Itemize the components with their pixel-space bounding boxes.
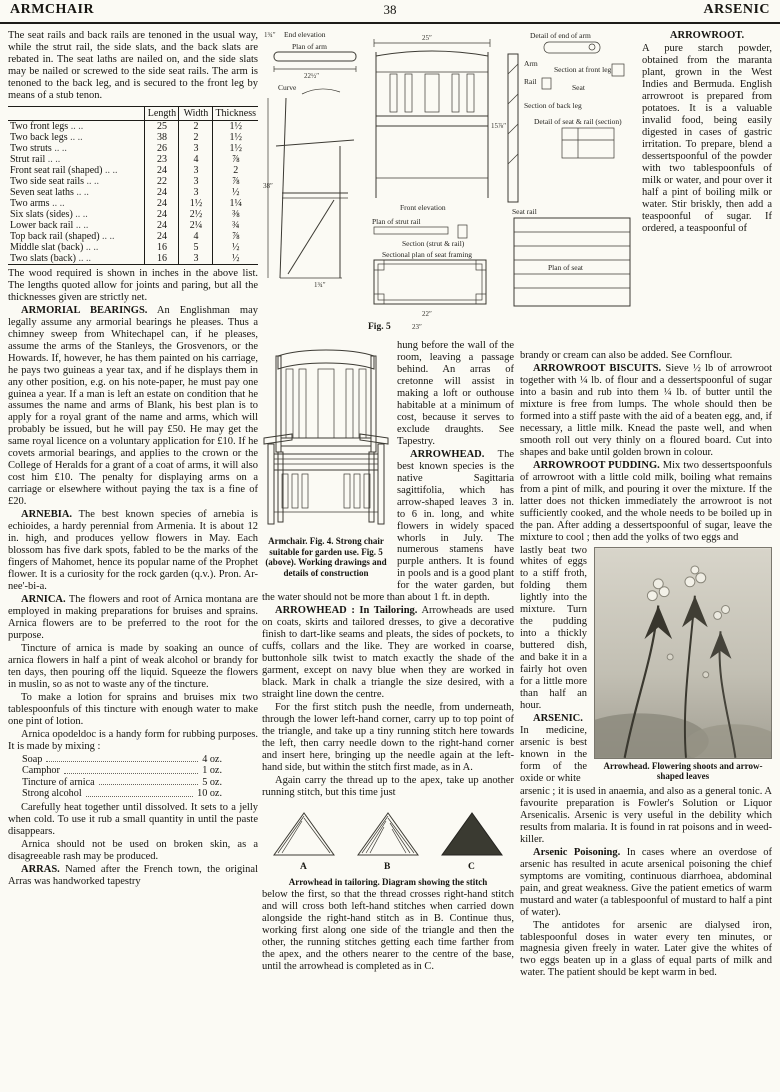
recipe-ingredient: Strong alcohol bbox=[22, 788, 82, 800]
part-name-cell: Front seat rail (shaped) .. .. bbox=[8, 165, 145, 176]
svg-text:Front elevation: Front elevation bbox=[400, 203, 446, 212]
part-length-cell: 24 bbox=[145, 220, 179, 231]
entry-text: The best known species of arnebia is echioides, a hardy perennial from Armenia. It is about 12 in. high, and produces yellow flowers in May. Each blossom has five dark spots, fabled to be the marks of the fingers of Mahomet, hence its popular name of the Prophet flower. It is a curiosity for the rock garden (q.v.). Pron. Ar-nee'-bi-a. bbox=[8, 509, 258, 592]
timber-dimensions-table bbox=[8, 106, 258, 265]
entry-term: ARSENIC. bbox=[533, 713, 583, 725]
arnica-paragraph: Arnica should not be used on broken skin, as a disagreeable rash may be produced. bbox=[8, 838, 258, 862]
table-row bbox=[8, 231, 258, 242]
table-header-row bbox=[8, 106, 258, 120]
table-row bbox=[8, 220, 258, 231]
recipe-row bbox=[22, 777, 222, 789]
svg-text:Plan of strut rail: Plan of strut rail bbox=[372, 217, 421, 226]
svg-text:Section of back leg: Section of back leg bbox=[524, 101, 582, 110]
entry-arsenic-poisoning bbox=[520, 847, 772, 919]
svg-text:Section (strut & rail): Section (strut & rail) bbox=[402, 239, 465, 248]
svg-text:Seat: Seat bbox=[572, 83, 585, 92]
recipe-row bbox=[22, 754, 222, 766]
arras-continuation: hung before the wall of the room, leaving a passage behind. An arras of cretonne will assist in making a loft or outhouse habitable at a minimum of cost, because it serves to exclude draughts. See Tapestry. bbox=[397, 340, 514, 447]
dot-leader bbox=[99, 784, 199, 785]
armchair-intro-paragraph: The seat rails and back rails are tenoned in the usual way, while the strut rail, the side slats, and the back slats are rebated in. The seat laths are nailed on, and the side slats may be nailed or screwed to the side seat rails. The arm is tenoned to the back leg, and is secured to the front leg by means of a stub tenon. bbox=[8, 30, 258, 101]
entry-text: Sieve ½ lb of arrowroot together with ¼ lb. of flour and a dessertspoonful of sugar into a basin and rub into them ¼ lb. of butter until the mixture is free from lumps. The whole should then be formed into a stiff paste with the aid of a beaten egg, and, if necessary, a little milk. Knead the paste well, and when smooth roll out very thinly on a floured board. Cut into shapes and bake until golden brown in colour. bbox=[520, 362, 772, 458]
part-thickness-cell: ½ bbox=[213, 242, 258, 253]
recipe-row bbox=[22, 788, 222, 800]
part-width-cell: 3 bbox=[179, 187, 213, 198]
entry-arrowhead-tailoring bbox=[262, 605, 514, 701]
svg-text:B: B bbox=[384, 861, 391, 872]
part-length-cell: 23 bbox=[145, 154, 179, 165]
svg-text:22″: 22″ bbox=[422, 310, 432, 318]
part-name-cell: Two back legs .. .. bbox=[8, 132, 145, 143]
part-length-cell: 24 bbox=[145, 231, 179, 242]
part-length-cell: 16 bbox=[145, 253, 179, 265]
svg-text:22½″: 22½″ bbox=[304, 72, 320, 80]
part-length-cell: 24 bbox=[145, 187, 179, 198]
part-thickness-cell: ⅞ bbox=[213, 176, 258, 187]
entry-arrowroot-pudding bbox=[520, 460, 772, 544]
part-thickness-cell: ⅞ bbox=[213, 231, 258, 242]
entry-term: ARNEBIA. bbox=[21, 509, 73, 521]
stitch-diagram bbox=[262, 803, 514, 888]
svg-text:Plan of seat: Plan of seat bbox=[548, 263, 583, 272]
table-row bbox=[8, 132, 258, 143]
entry-text: Arrowheads are used on coats, skirts and tailored dresses, to give a decorative finish to dart-like seams and pleats, the sides of pockets, to cuffs, collars and the like. They are worked in coarse, buttonhole silk twist to match exactly the shade of the garment, except on navy blue when they are worked in black. Mark in chalk a triangle the size desired, with a straight line down the centre. bbox=[262, 605, 514, 701]
part-width-cell: 1½ bbox=[179, 198, 213, 209]
part-width-cell: 4 bbox=[179, 231, 213, 242]
part-name-cell: Two struts .. .. bbox=[8, 143, 145, 154]
part-width-cell: 3 bbox=[179, 165, 213, 176]
part-name-cell: Seven seat laths .. .. bbox=[8, 187, 145, 198]
table-header-width: Width bbox=[179, 106, 213, 120]
photo-caption: Arrowhead. Flowering shoots and arrow-shaped leaves bbox=[603, 760, 763, 782]
dot-leader bbox=[64, 773, 198, 774]
part-width-cell: 2 bbox=[179, 120, 213, 132]
tailoring-paragraph: For the first stitch push the needle, from underneath, through the lower left-hand corner, carry up to top point of the triangle, and take up a tiny running stitch here towards the left, then carry needle down to the right-hand corner and insert here, bringing up the needle again at the left-hand side, but within the stitch first made, as in A. bbox=[262, 702, 514, 773]
part-thickness-cell: 2 bbox=[213, 165, 258, 176]
part-length-cell: 24 bbox=[145, 165, 179, 176]
arnica-paragraph: Arnica opodeldoc is a handy form for rubbing purposes. It is made by mixing : bbox=[8, 728, 258, 752]
entry-term: ARROWROOT PUDDING. bbox=[533, 459, 660, 471]
entry-armorial-bearings bbox=[8, 305, 258, 508]
part-width-cell: 3 bbox=[179, 176, 213, 187]
svg-text:Seat rail: Seat rail bbox=[512, 207, 537, 216]
entry-term: ARRAS. bbox=[21, 863, 60, 875]
dot-leader bbox=[86, 796, 193, 797]
entry-term: ARMORIAL BEARINGS. bbox=[21, 304, 148, 316]
column-right bbox=[520, 350, 772, 980]
table-row bbox=[8, 143, 258, 154]
part-name-cell: Two front legs .. .. bbox=[8, 120, 145, 132]
stitch-diagram-caption: Arrowhead in tailoring. Diagram showing the stitch bbox=[288, 876, 488, 887]
arsenic-continuation: arsenic ; it is used in anaemia, and also as a general tonic. A favourite preparation is Fowler's Solution or Liquor Arsenicalis. Arsenic is very useful in the debility which results from malaria. It is found in rat poisons and in weed-killer. bbox=[520, 785, 772, 845]
table-header-length: Length bbox=[145, 106, 179, 120]
entry-text: Mix two dessertspoonfuls of arrowroot with a little cold milk, boiling what remains from a pint of milk, and pouring it over the mixture. If the latter does not thicken immediately the arrowroot is not sufficiently cooked, and the whole needs to be boiled up in the pan. After adding a dessertspoonful of sugar, leave the mixture to cool ; then add the yolks of two eggs and bbox=[520, 459, 772, 543]
part-width-cell: 2 bbox=[179, 132, 213, 143]
figure-4-caption: Armchair. Fig. 4. Strong chair suitable for garden use. Fig. 5 (above). Working drawings and details of construction bbox=[265, 536, 387, 578]
entry-term: ARROWHEAD : In Tailoring. bbox=[275, 605, 418, 617]
wood-note-paragraph: The wood required is shown in inches in the above list. The lengths quoted allow for joints and paring, but all the thicknesses given are strictly net. bbox=[8, 267, 258, 303]
svg-text:1¾″: 1¾″ bbox=[264, 31, 276, 39]
table-row bbox=[8, 154, 258, 165]
part-length-cell: 24 bbox=[145, 198, 179, 209]
table-row bbox=[8, 253, 258, 265]
svg-text:A: A bbox=[300, 861, 307, 872]
part-name-cell: Two arms .. .. bbox=[8, 198, 145, 209]
arrowhead-photograph bbox=[594, 547, 772, 782]
part-length-cell: 24 bbox=[145, 209, 179, 220]
part-name-cell: Six slats (sides) .. .. bbox=[8, 209, 145, 220]
table-row bbox=[8, 187, 258, 198]
recipe-ingredient: Camphor bbox=[22, 765, 60, 777]
part-width-cell: 3 bbox=[179, 143, 213, 154]
svg-text:1¾″: 1¾″ bbox=[314, 281, 326, 289]
entry-text: A pure starch powder, obtained from the maranta plant, grown in the West Indies and Bermuda. English arrowroot is prepared from potatoes. It is a valuable invalid food, being easily digested in cases of gastric irritation. To prepare, blend a dessertspoonful of the powder with two tablespoonfuls of milk or water, and pour over it half a pint of boiling milk or water. Stir briskly, then add a teaspoonful of sugar. If ordered, a teaspoonful of bbox=[642, 42, 772, 234]
part-length-cell: 16 bbox=[145, 242, 179, 253]
pudding-continuation: lastly beat two whites of eggs to a stiff froth, folding them lightly into the mixture. Turn the pudding into a thickly buttered dish, and bake it in a fairly hot oven for a little more than half an hour. bbox=[520, 544, 587, 712]
recipe-quantity: 4 oz. bbox=[202, 753, 222, 765]
part-thickness-cell: 1½ bbox=[213, 143, 258, 154]
table-row bbox=[8, 165, 258, 176]
arnica-recipe-list bbox=[22, 754, 222, 801]
figure-5-working-drawings bbox=[262, 28, 636, 336]
entry-arrowroot-biscuits bbox=[520, 363, 772, 459]
table-row bbox=[8, 242, 258, 253]
svg-text:Rail: Rail bbox=[524, 77, 537, 86]
recipe-quantity: 1 oz. bbox=[202, 765, 222, 777]
part-width-cell: 2½ bbox=[179, 209, 213, 220]
arrowhead-plant-photo bbox=[594, 547, 772, 759]
svg-text:End elevation: End elevation bbox=[284, 30, 326, 39]
part-name-cell: Two slats (back) .. .. bbox=[8, 253, 145, 265]
part-length-cell: 25 bbox=[145, 120, 179, 132]
part-length-cell: 26 bbox=[145, 143, 179, 154]
svg-text:Arm: Arm bbox=[524, 59, 538, 68]
header-left-word: ARMCHAIR bbox=[10, 2, 95, 18]
page-number: 38 bbox=[383, 1, 397, 17]
entry-text: An Englishman may legally assume any armorial bearings he pleases. Thus a chimney sweep from Whitechapel can, if he pleases, assume the arms of the Stanleys, the Grosvenors, or the Howards. If, however, he has them painted on his carriage, he pays two guineas a year tax, and if he displays them in any other position, e.g. on his note-paper, he must pay one guinea a year. If a man is left an estate on condition that he assumes the name and arms of Blank, his best plan is to apply for a royal grant of the name and arms, which will probably be issued, but he will pay £50. He may get the same royal licence on a voluntary application for £10. If he covets armorial bearings, and applies to the crown or the College of Heralds for a grant of a coat of arms, it will also cost him £10. The penalty for displaying arms on a carriage or elsewhere without paying the tax is a fine of £20. bbox=[8, 304, 258, 508]
part-thickness-cell: 1½ bbox=[213, 132, 258, 143]
svg-text:Fig. 5: Fig. 5 bbox=[368, 322, 391, 332]
stitch-diagram-illustration bbox=[262, 803, 514, 875]
column-middle bbox=[262, 340, 514, 974]
part-name-cell: Strut rail .. .. bbox=[8, 154, 145, 165]
part-width-cell: 3 bbox=[179, 253, 213, 265]
part-thickness-cell: ¾ bbox=[213, 220, 258, 231]
armchair-illustration bbox=[262, 342, 390, 534]
entry-term: ARROWROOT BISCUITS. bbox=[533, 362, 662, 374]
part-name-cell: Two side seat rails .. .. bbox=[8, 176, 145, 187]
svg-text:23″: 23″ bbox=[412, 323, 422, 331]
table-row bbox=[8, 209, 258, 220]
part-thickness-cell: ½ bbox=[213, 187, 258, 198]
entry-arnebia bbox=[8, 509, 258, 593]
tailoring-paragraph: below the first, so that the thread crosses right-hand stitch and will cross both left-hand stitches when carried down alongside the right-hand stitch as in B. Continue thus, working first along one side of the triangle and then the other, the running stitches getting each time farther from the apex, and the others nearer to the centre of the base, until the arrowhead is completed as in C. bbox=[262, 889, 514, 973]
table-header-part bbox=[8, 106, 145, 120]
table-row bbox=[8, 120, 258, 132]
svg-text:C: C bbox=[468, 861, 475, 872]
arnica-paragraph: Carefully heat together until dissolved. It sets to a jelly when cold. To use it rub a small quantity in until the paste disappears. bbox=[8, 802, 258, 837]
entry-text: The best known species is the native Sagittaria sagittifolia, which has arrow-shaped leaves 3 in. to 6 in. long, and white flowers in widely spaced whorls in July. The numerous stamens have purple anthers. It is found in pools and is a good plant for the water garden, but the water should not be more than about 1 ft. in depth. bbox=[262, 448, 514, 604]
part-thickness-cell: ⅜ bbox=[213, 209, 258, 220]
dot-leader bbox=[46, 761, 198, 762]
svg-text:Plan of arm: Plan of arm bbox=[292, 42, 327, 51]
svg-text:Section at front leg: Section at front leg bbox=[554, 65, 612, 74]
part-width-cell: 2¼ bbox=[179, 220, 213, 231]
running-head bbox=[0, 0, 780, 24]
svg-text:Detail of end of arm: Detail of end of arm bbox=[530, 31, 591, 40]
entry-text: The flowers and root of Arnica montana are employed in making preparations for bruises and sprains. Arnica flowers are to be preferred to the root for the purpose. bbox=[8, 593, 258, 641]
recipe-ingredient: Soap bbox=[22, 753, 43, 765]
table-row bbox=[8, 176, 258, 187]
part-thickness-cell: 1½ bbox=[213, 120, 258, 132]
recipe-quantity: 10 oz. bbox=[197, 788, 222, 800]
part-name-cell: Top back rail (shaped) .. .. bbox=[8, 231, 145, 242]
table-header-thickness: Thickness bbox=[213, 106, 258, 120]
recipe-row bbox=[22, 765, 222, 777]
entry-term: ARROWROOT. bbox=[669, 30, 745, 41]
part-width-cell: 5 bbox=[179, 242, 213, 253]
entry-text: In cases where an overdose of arsenic has resulted in acute arsenical poisoning the chief symptoms are vomiting, continuous diarrhoea, abdominal pain, and great weakness. Give the patient emetics of warm mustard and water (a tablespoonful of mustard to half a pint of water). bbox=[520, 846, 773, 918]
entry-arnica bbox=[8, 594, 258, 642]
entry-arrowroot bbox=[642, 30, 772, 235]
arnica-paragraph: Tincture of arnica is made by soaking an ounce of arnica flowers in half a pint of weak alcohol or brandy for ten days, then pouring off the liquid. Squeeze the flowers in muslin, so as not to waste any of the tincture. bbox=[8, 642, 258, 690]
recipe-quantity: 5 oz. bbox=[202, 776, 222, 788]
working-drawings-illustration bbox=[262, 28, 636, 336]
poisoning-paragraph: The antidotes for arsenic are dialysed iron, tablespoonful doses in water every ten minutes, or magnesia given freely in water. Later give the whites of two eggs beaten up in a glass of equal parts of milk and water. The patient should be kept warm in bed. bbox=[520, 919, 772, 979]
part-thickness-cell: ½ bbox=[213, 253, 258, 265]
header-right-word: ARSENIC bbox=[703, 2, 770, 18]
part-name-cell: Lower back rail .. .. bbox=[8, 220, 145, 231]
svg-text:15⅞″: 15⅞″ bbox=[491, 122, 507, 130]
svg-text:Sectional plan of seat framing: Sectional plan of seat framing bbox=[382, 250, 472, 259]
recipe-ingredient: Tincture of arnica bbox=[22, 776, 95, 788]
table-row bbox=[8, 198, 258, 209]
part-length-cell: 38 bbox=[145, 132, 179, 143]
entry-term: ARNICA. bbox=[21, 593, 66, 605]
part-thickness-cell: ⅞ bbox=[213, 154, 258, 165]
part-width-cell: 4 bbox=[179, 154, 213, 165]
part-name-cell: Middle slat (back) .. .. bbox=[8, 242, 145, 253]
entry-arras bbox=[8, 864, 258, 888]
svg-text:25″: 25″ bbox=[422, 34, 432, 42]
arnica-paragraph: To make a lotion for sprains and bruises mix two tablespoonfuls of this tincture with enough water to make one pint of lotion. bbox=[8, 691, 258, 727]
entry-text: Named after the French town, the original Arras was handworked tapestry bbox=[8, 863, 259, 887]
part-thickness-cell: 1¼ bbox=[213, 198, 258, 209]
arrowroot-continuation: brandy or cream can also be added. See Cornflour. bbox=[520, 350, 733, 361]
part-length-cell: 22 bbox=[145, 176, 179, 187]
figure-4-armchair bbox=[262, 342, 390, 578]
tailoring-paragraph: Again carry the thread up to the apex, take up another running stitch, but this time just bbox=[262, 774, 514, 798]
svg-text:Detail of seat & rail (section: Detail of seat & rail (section) bbox=[534, 117, 622, 126]
entry-term: Arsenic Poisoning. bbox=[533, 846, 621, 858]
column-left bbox=[8, 30, 258, 889]
entry-text: In medicine, arsenic is best known in the form of the oxide or white bbox=[520, 725, 587, 784]
svg-text:38″: 38″ bbox=[263, 182, 273, 190]
svg-text:Curve: Curve bbox=[278, 83, 297, 92]
entry-term: ARROWHEAD. bbox=[410, 448, 485, 460]
